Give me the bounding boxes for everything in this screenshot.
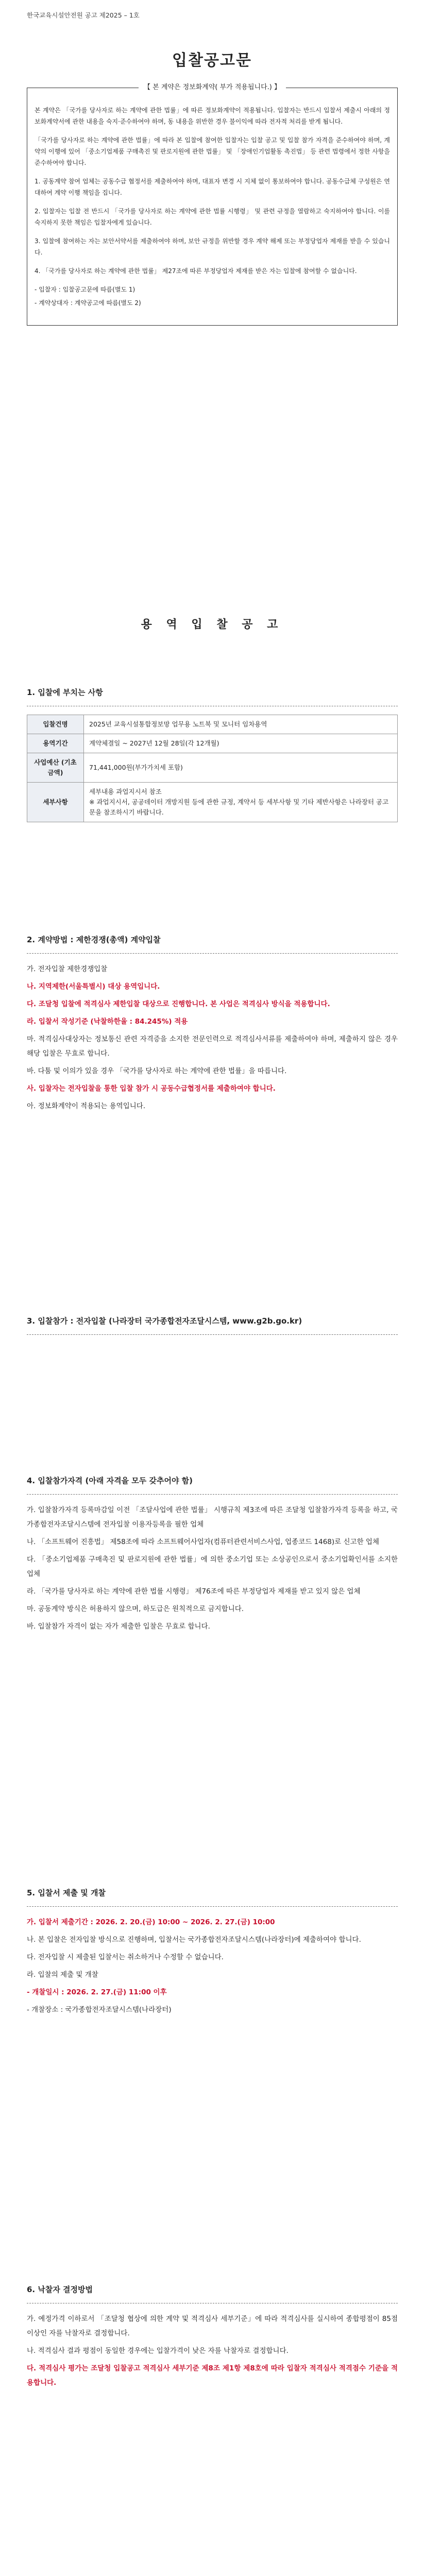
list-item: 나. 본 입찰은 전자입찰 방식으로 진행하며, 입찰서는 국가종합전자조달시스템(나라장터)에 제출하여야 합니다.	[27, 1936, 361, 1944]
list-item: 아. 정보화계약이 적용되는 용역입니다.	[27, 1102, 146, 1110]
overview-table	[27, 715, 398, 822]
section-3	[27, 1314, 398, 1343]
divider	[27, 953, 398, 954]
section-title: 2. 계약방법 : 제한경쟁(총액) 계약입찰	[27, 935, 161, 944]
list-item: 다. 「중소기업제품 구매촉진 및 판로지원에 관한 법률」에 의한 중소기업 또는 소상공인으로서 중소기업확인서를 소지한 업체	[27, 1555, 398, 1578]
announcement-heading: 용 역 입 찰 공 고	[141, 618, 283, 631]
list-item: 바. 다툼 및 이의가 있을 경우 「국가를 당사자로 하는 계약에 관한 법률」을 따릅니다.	[27, 1067, 287, 1075]
table-header-cell: 사업예산 (기초금액)	[27, 753, 84, 783]
page-title: 입찰공고문	[172, 52, 252, 70]
table-cell: 세부내용 과업지시서 참조 ※ 과업지시서, 공공데이터 개방지원 등에 관한 규정, 계약서 등 세부사항 및 기타 제반사항은 나라장터 공고문을 참조하시기 바랍니다.	[84, 783, 398, 822]
divider	[27, 1334, 398, 1335]
section-2	[27, 933, 398, 1116]
list-item: 마. 공동계약 방식은 허용하지 않으며, 하도급은 원칙적으로 금지합니다.	[27, 1605, 244, 1613]
list-item: 바. 입찰참가 자격이 없는 자가 제출한 입찰은 무효로 합니다.	[27, 1622, 210, 1631]
table-header-cell: 용역기간	[27, 734, 84, 753]
list-item: - 개찰일시 : 2026. 2. 27.(금) 11:00 이후	[27, 1988, 167, 1996]
announcement-number: 한국교육시설안전원 공고 제2025 – 1호	[27, 11, 140, 19]
summary-bullet: 4. 「국가를 당사자로 하는 계약에 관한 법률」 제27조에 따른 부정당업자 제재를 받은 자는 입찰에 참여할 수 없습니다.	[35, 267, 357, 275]
table-cell: 2025년 교육시설통합정보망 업무용 노트북 및 모니터 임차용역	[84, 715, 398, 734]
list-item: - 개찰장소 : 국가종합전자조달시스템(나라장터)	[27, 2006, 172, 2014]
section-1	[27, 685, 398, 822]
section-title: 5. 입찰서 제출 및 개찰	[27, 1888, 106, 1897]
section-6	[27, 2282, 398, 2393]
summary-box	[27, 83, 398, 326]
summary-bullet: 3. 입찰에 참여하는 자는 보안서약서를 제출하여야 하며, 보안 규정을 위반할 경우 계약 해제 또는 부정당업자 제재를 받을 수 있습니다.	[35, 238, 390, 256]
section-title: 1. 입찰에 부치는 사항	[27, 688, 103, 697]
summary-bullet: 2. 입찰자는 입찰 전 반드시 「국가를 당사자로 하는 계약에 관한 법률 시행령」 및 관련 규정을 열람하고 숙지하여야 합니다. 이를 숙지하지 못한 책임은 입찰자에게 있습니다.	[35, 208, 390, 226]
summary-subnote: - 입찰자 : 입찰공고문에 따름(별도 1)	[35, 286, 135, 293]
section-title: 6. 낙찰자 결정방법	[27, 2285, 93, 2294]
section-title: 3. 입찰참가 : 전자입찰 (나라장터 국가종합전자조달시스템, www.g2b.go.kr)	[27, 1316, 302, 1326]
table-cell: 71,441,000원(부가가치세 포함)	[84, 753, 398, 783]
list-item: 다. 적격심사 평가는 조달청 입찰공고 적격심사 세부기준 제8조 제1항 제8호에 따라 입찰자 적격심사 적격점수 기준을 적용합니다.	[27, 2364, 398, 2387]
list-item: 마. 적격심사대상자는 정보통신 관련 자격증을 소지한 전문인력으로 적격심사서류를 제출하여야 하며, 제출하지 않은 경우 해당 입찰은 무효로 합니다.	[27, 1035, 398, 1058]
list-item: 라. 입찰서 작성기준 (낙찰하한율 : 84.245%) 적용	[27, 1018, 188, 1026]
table-cell: 계약체결일 ~ 2027년 12월 28일(각 12개월)	[84, 734, 398, 753]
list-item: 가. 예정가격 이하로서 「조달청 협상에 의한 계약 및 적격심사 세부기준」에 따라 적격심사를 실시하여 종합평점이 85점 이상인 자를 낙찰자로 결정합니다.	[27, 2315, 398, 2337]
summary-subnote: - 계약상대자 : 계약공고에 따름(별도 2)	[35, 299, 141, 307]
section-title: 4. 입찰참가자격 (아래 자격을 모두 갖추어야 함)	[27, 1476, 193, 1485]
list-item: 라. 「국가를 당사자로 하는 계약에 관한 법률 시행령」 제76조에 따른 부정당업자 제재를 받고 있지 않은 업체	[27, 1587, 361, 1596]
list-item: 라. 입찰의 제출 및 개찰	[27, 1971, 98, 1979]
list-item: 가. 입찰서 제출기간 : 2026. 2. 20.(금) 10:00 ~ 2026. 2. 27.(금) 10:00	[27, 1918, 275, 1926]
summary-box-title: 【 본 계약은 정보화계약( 부가 적용됩니다.) 】	[27, 81, 397, 93]
divider	[27, 1494, 398, 1495]
divider	[27, 1906, 398, 1907]
list-item: 나. 「소프트웨어 진흥법」 제58조에 따라 소프트웨어사업자(컴퓨터관련서비스사업, 업종코드 1468)로 신고한 업체	[27, 1538, 379, 1546]
summary-paragraph: 본 계약은 「국가를 당사자로 하는 계약에 관한 법률」에 따른 정보화계약이 적용됩니다. 입찰자는 반드시 입찰서 제출시 아래의 정보화계약서에 관한 내용을 숙지·준수하여야 하며, 동 내용을 위반한 경우 불이익에 따라 전자적 처리를 받게 됩니다.	[35, 107, 390, 125]
list-item: 나. 지역제한(서울특별시) 대상 용역입니다.	[27, 982, 160, 991]
table-header-cell: 입찰건명	[27, 715, 84, 734]
table-row	[27, 783, 398, 822]
section-4	[27, 1473, 398, 1637]
list-item: 나. 적격심사 결과 평점이 동일한 경우에는 입찰가격이 낮은 자를 낙찰자로 결정합니다.	[27, 2347, 289, 2355]
list-item: 가. 입찰참가자격 등록마감일 이전 「조달사업에 관한 법률」 시행규칙 제3조에 따른 조달청 입찰참가자격 등록을 하고, 국가종합전자조달시스템에 전자입찰 이용자등록을 필한 업체	[27, 1506, 398, 1529]
summary-bullet: 1. 공동계약 참여 업체는 공동수급 협정서를 제출하여야 하며, 대표자 변경 시 지체 없이 통보하여야 합니다. 공동수급체 구성원은 연대하여 계약 이행 책임을 집니다.	[35, 178, 390, 196]
table-row	[27, 715, 398, 734]
table-header-cell: 세부사항	[27, 783, 84, 822]
list-item: 사. 입찰자는 전자입찰을 통한 입찰 참가 시 공동수급협정서를 제출하여야 합니다.	[27, 1084, 276, 1093]
list-item: 가. 전자입찰 제한경쟁입찰	[27, 965, 108, 973]
list-item: 다. 조달청 입찰에 적격심사 제한입찰 대상으로 진행합니다. 본 사업은 적격심사 방식을 적용합니다.	[27, 1000, 330, 1008]
summary-paragraph: 「국가를 당사자로 하는 계약에 관한 법률」에 따라 본 입찰에 참여한 입찰자는 입찰 공고 및 입찰 참가 자격을 준수하여야 하며, 계약의 이행에 있어 「중소기업제품 구매촉진 및 판로지원에 관한 법률」 및 「장애인기업활동 촉진법」 등 관련 법령에서 정한 사항을 준수하여야 합니다.	[35, 137, 390, 166]
table-row	[27, 753, 398, 783]
section-5	[27, 1886, 398, 2020]
table-row	[27, 734, 398, 753]
list-item: 다. 전자입찰 시 제출된 입찰서는 취소하거나 수정할 수 없습니다.	[27, 1953, 224, 1961]
